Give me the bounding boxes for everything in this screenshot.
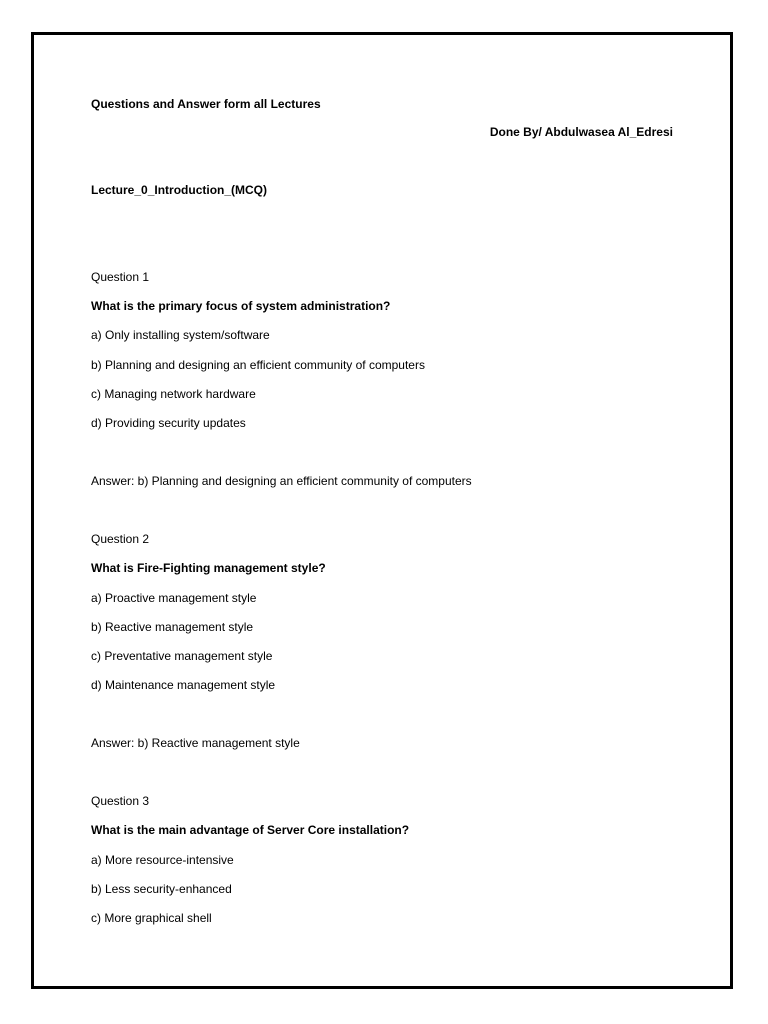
answer-option: c) Managing network hardware	[91, 387, 256, 401]
answer-option: a) Only installing system/software	[91, 328, 270, 342]
correct-answer: Answer: b) Reactive management style	[91, 736, 300, 750]
correct-answer: Answer: b) Planning and designing an efficient community of computers	[91, 474, 472, 488]
lecture-title: Lecture_0_Introduction_(MCQ)	[91, 183, 268, 197]
answer-option: c) More graphical shell	[91, 911, 212, 925]
answer-option: a) More resource-intensive	[91, 853, 234, 867]
answer-option: b) Reactive management style	[91, 620, 254, 634]
answer-option: d) Maintenance management style	[91, 678, 276, 692]
question-text: What is the main advantage of Server Core installation?	[91, 823, 410, 837]
document-page	[31, 32, 733, 989]
author-credit: Done By/ Abdulwasea Al_Edresi	[489, 125, 673, 139]
question-text: What is the primary focus of system administration?	[91, 299, 391, 313]
question-number: Question 3	[91, 794, 150, 808]
question-number: Question 2	[91, 532, 150, 546]
answer-option: a) Proactive management style	[91, 591, 257, 605]
document-title: Questions and Answer form all Lectures	[91, 97, 321, 111]
answer-option: b) Planning and designing an efficient community of computers	[91, 358, 425, 372]
question-number: Question 1	[91, 270, 150, 284]
question-text: What is Fire-Fighting management style?	[91, 561, 326, 575]
answer-option: b) Less security-enhanced	[91, 882, 232, 896]
answer-option: c) Preventative management style	[91, 649, 273, 663]
answer-option: d) Providing security updates	[91, 416, 246, 430]
